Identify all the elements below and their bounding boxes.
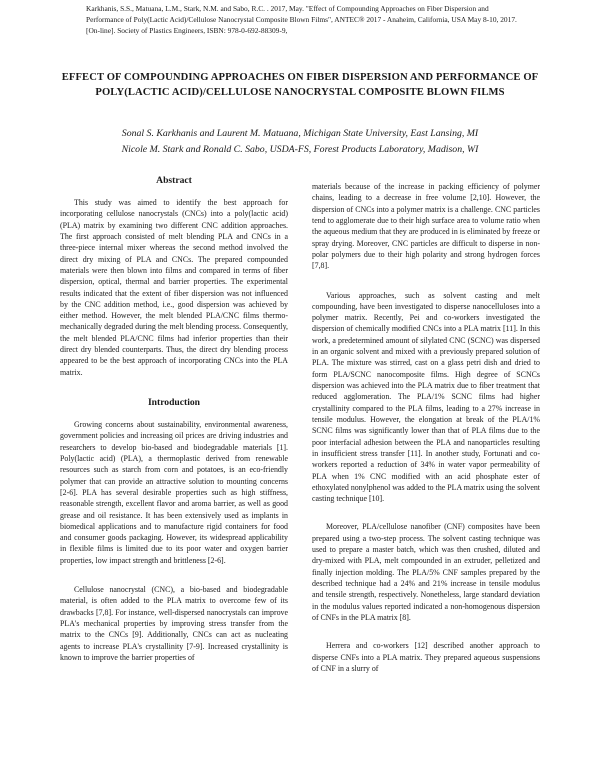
intro-paragraph-5: Moreover, PLA/cellulose nanofiber (CNF) composites have been prepared using a two-step process. The solvent casting technique was used to prepare a master batch, which was then crushed, diluted and dry-mixed with PLA, melt compounded in an extruder, pelletized and finally injection molding. The PLA/5% CNF samples prepared by the described technique had a 24% and 21% increase in tensile modulus and tensile strength, respectively. Nonetheless, large standard deviation in the modulus values reported indicated a non-homogenous dispersion of CNFs in the PLA matrix [8]. (312, 522, 540, 622)
paper-title: EFFECT OF COMPOUNDING APPROACHES ON FIBER DISPERSION AND PERFORMANCE OF POLY(LACTIC ACID)/CELLULOSE NANOCRYSTAL COMPOSITE BLOWN FILMS (61, 72, 539, 99)
author-block (40, 126, 560, 157)
abstract-heading: Abstract (156, 175, 192, 186)
left-column (60, 175, 288, 663)
citation-header: Karkhanis, S.S., Matuana, L.M., Stark, N.M. and Sabo, R.C. . 2017, May. "Effect of Compounding Approaches on Fiber Dispersion and Performance of Poly(Lactic Acid)/Cellulose Nanocrystal Composite Blown Films", ANTEC® 2017 - Anaheim, California, USA May 8-10, 2017. [On-line]. Society of Plastics Engineers, ISBN: 978-0-692-88309-9, (86, 4, 517, 35)
introduction-heading: Introduction (147, 397, 201, 408)
intro-paragraph-3: materials because of the increase in packing efficiency of polymer chains, leading to a decrease in free volume [2,10]. However, the dispersion of CNCs into a polymer matrix is a challenge. CNC particles tend to agglomerate due to their high surface area to volume ratio when the aqueous medium that they are produced in is eliminated by freeze or spray drying. Moreover, CNC particles are difficult to disperse in non-polar polymers due to their high polarity and strong hydrogen forces [7,8]. (312, 182, 540, 271)
intro-paragraph-2: Cellulose nanocrystal (CNC), a bio-based and biodegradable material, is often added to the PLA matrix to overcome few of its drawbacks [7,8]. For instance, well-dispersed nanocrystals can improve PLA's mechanical properties by improving stress transfer from the matrix to the CNCs [9]. Additionally, CNCs can act as nucleating agents to increase PLA's crystallinity [7-9]. Increased crystallinity is known to improve the barrier properties of (60, 585, 288, 662)
author-line-1: Sonal S. Karkhanis and Laurent M. Matuana, Michigan State University, East Lansing, MI (121, 128, 479, 139)
author-line-2: Nicole M. Stark and Ronald C. Sabo, USDA-FS, Forest Products Laboratory, Madison, WI (121, 143, 479, 155)
abstract-text: This study was aimed to identify the best approach for incorporating cellulose nanocrystals (CNCs) into a poly(lactic acid) (PLA) matrix by examining two different CNC addition approaches. The first approach consisted of melt blending PLA and CNCs in a three-piece internal mixer whereas the second method involved the direct dry mixing of PLA and CNCs. The prepared compounded materials were then blown into films and compared in terms of fiber dispersion, optical, thermal and barrier properties. The experimental results indicated that the extent of fiber dispersion was not influenced by the CNC addition method, i.e., good dispersion was achieved by either method. However, the melt blended PLA/CNC films thermo-mechanically degraded during the melt blending process. Consequently, the melt blended PLA/CNC films had inferior properties than their direct dry blended counterparts. Thus, the direct dry blending process appeared to be the best approach of incorporating CNCs into the PLA matrix. (60, 198, 288, 377)
intro-paragraph-6: Herrera and co-workers [12] described another approach to disperse CNFs into a PLA matrix. They prepared aqueous suspensions of CNF in a slurry of (312, 641, 540, 673)
intro-paragraph-1: Growing concerns about sustainability, environmental awareness, government policies and increasing oil prices are driving industries and researchers to develop bio-based and biodegradable materials [1]. Poly(lactic acid) (PLA), a thermoplastic derived from renewable resources such as starch from corn and potatoes, is an eco-friendly polymer that can provide an attractive solution to mounting concerns [2-6]. PLA has several desirable properties such as high stiffness, reasonable strength, excellent flavor and aroma barrier, as well as good grease and oil resistance. It has been extensively used as implants in biomedical applications and to manufacture rigid containers for food and consumer goods packaging. However, its widespread applicability in flexible films is limited due to its poor water and oxygen barrier properties, low impact strength and brittleness [2-6]. (60, 420, 288, 565)
intro-paragraph-4: Various approaches, such as solvent casting and melt compounding, have been investigated to disperse nanocelluloses into a polymer matrix. Recently, Pei and co-workers investigated the dispersion of chemically modified CNCs into a PLA matrix [11]. In this work, a predetermined amount of silylated CNC (SCNC) was dispersed in an organic solvent and mixed with a previously prepared solution of PLA. The mixture was stirred, cast on a glass petri dish and dried to form PLA/SCNC nanocomposite films. High degree of SCNCs dispersion was achieved into the PLA matrix due to fiber treatment that reduced agglomeration. The PLA/1% SCNC films had higher crystallinity compared to the PLA films, leading to a 27% increase in tensile modulus. However, the elongation at break of the PLA/1% SCNC films was significantly lower than that of PLA films due to the poor interfacial adhesion between the PLA and nanoparticles resulting in insufficient stress transfer [11]. In another study, Fortunati and co-workers reported a reduction of 34% in water vapor permeability of PLA when 1% CNC modified with an acid phosphate ester of ethoxylated nonylphenol was added to the PLA matrix using the solvent casting technique [10]. (312, 290, 540, 504)
right-column (312, 181, 540, 674)
